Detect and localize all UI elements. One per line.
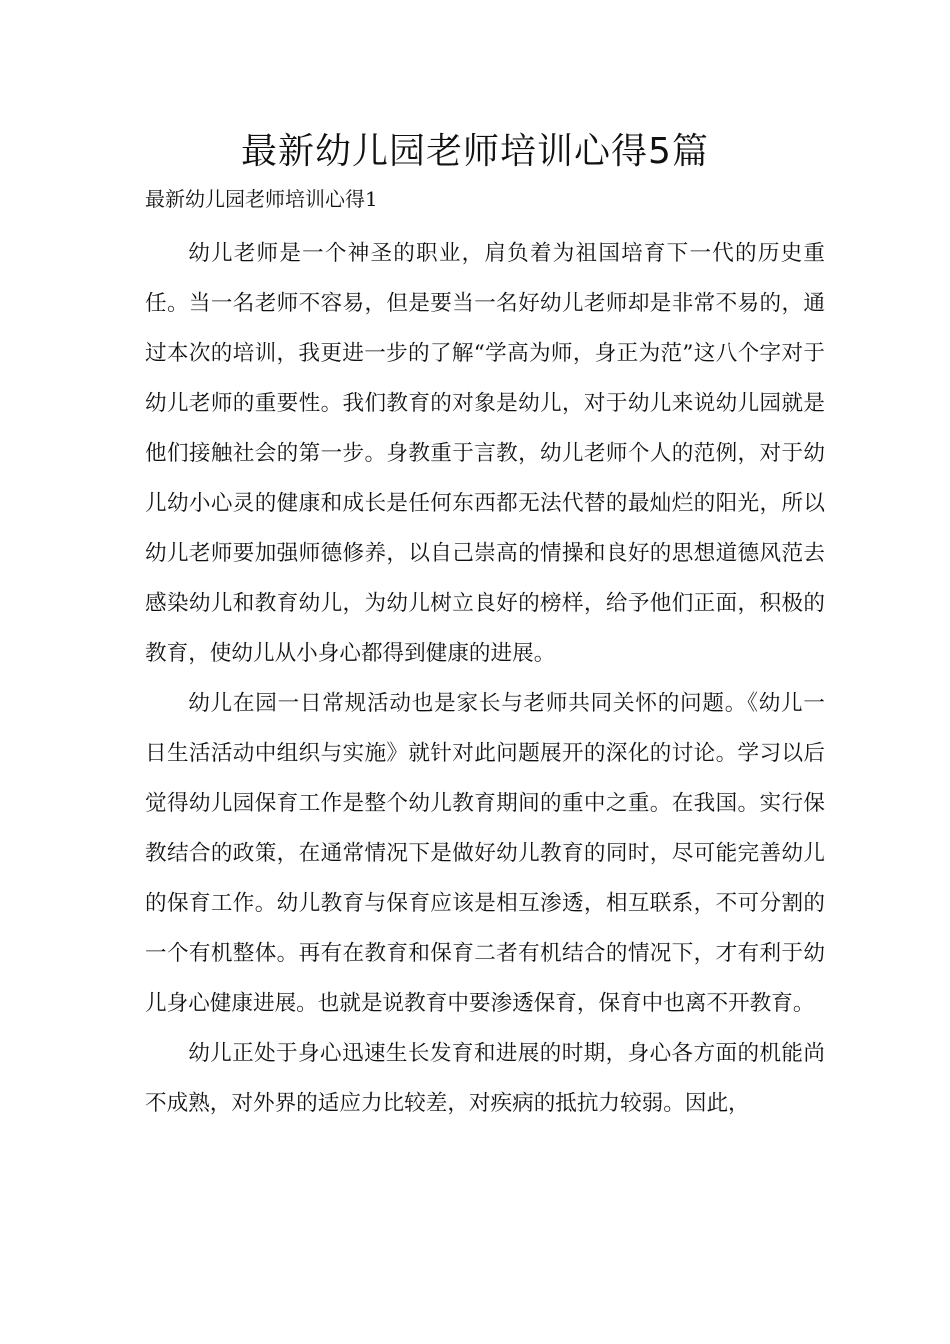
paragraph-2: 幼儿在园一日常规活动也是家长与老师共同关怀的问题。《幼儿一日生活活动中组织与实施》就针对此问题展开的深化的讨论。学习以后觉得幼儿园保育工作是整个幼儿教育期间的重中之重。在我国。实行保教结合的政策，在通常情况下是做好幼儿教育的同时，尽可能完善幼儿的保育工作。幼儿教育与保育应该是相互渗透，相互联系，不可分割的一个有机整体。再有在教育和保育二者有机结合的情况下，才有利于幼儿身心健康进展。也就是说教育中要渗透保育，保育中也离不开教育。: [145, 691, 825, 1016]
body-text: [145, 229, 825, 1129]
section-heading: 最新幼儿园老师培训心得1: [145, 187, 378, 211]
paragraph-3: 幼儿正处于身心迅速生长发育和进展的时期，身心各方面的机能尚不成熟，对外界的适应力比较差，对疾病的抵抗力较弱。因此，: [145, 1041, 825, 1116]
paragraph-1: 幼儿老师是一个神圣的职业，肩负着为祖国培育下一代的历史重任。当一名老师不容易，但是要当一名好幼儿老师却是非常不易的，通过本次的培训，我更进一步的了解“学高为师，身正为范”这八个字对于幼儿老师的重要性。我们教育的对象是幼儿，对于幼儿来说幼儿园就是他们接触社会的第一步。身教重于言教，幼儿老师个人的范例，对于幼儿幼小心灵的健康和成长是任何东西都无法代替的最灿烂的阳光，所以幼儿老师要加强师德修养，以自己崇高的情操和良好的思想道德风范去感染幼儿和教育幼儿，为幼儿树立良好的榜样，给予他们正面，积极的教育，使幼儿从小身心都得到健康的进展。: [145, 241, 825, 666]
document-title: 最新幼儿园老师培训心得5篇: [241, 131, 709, 172]
